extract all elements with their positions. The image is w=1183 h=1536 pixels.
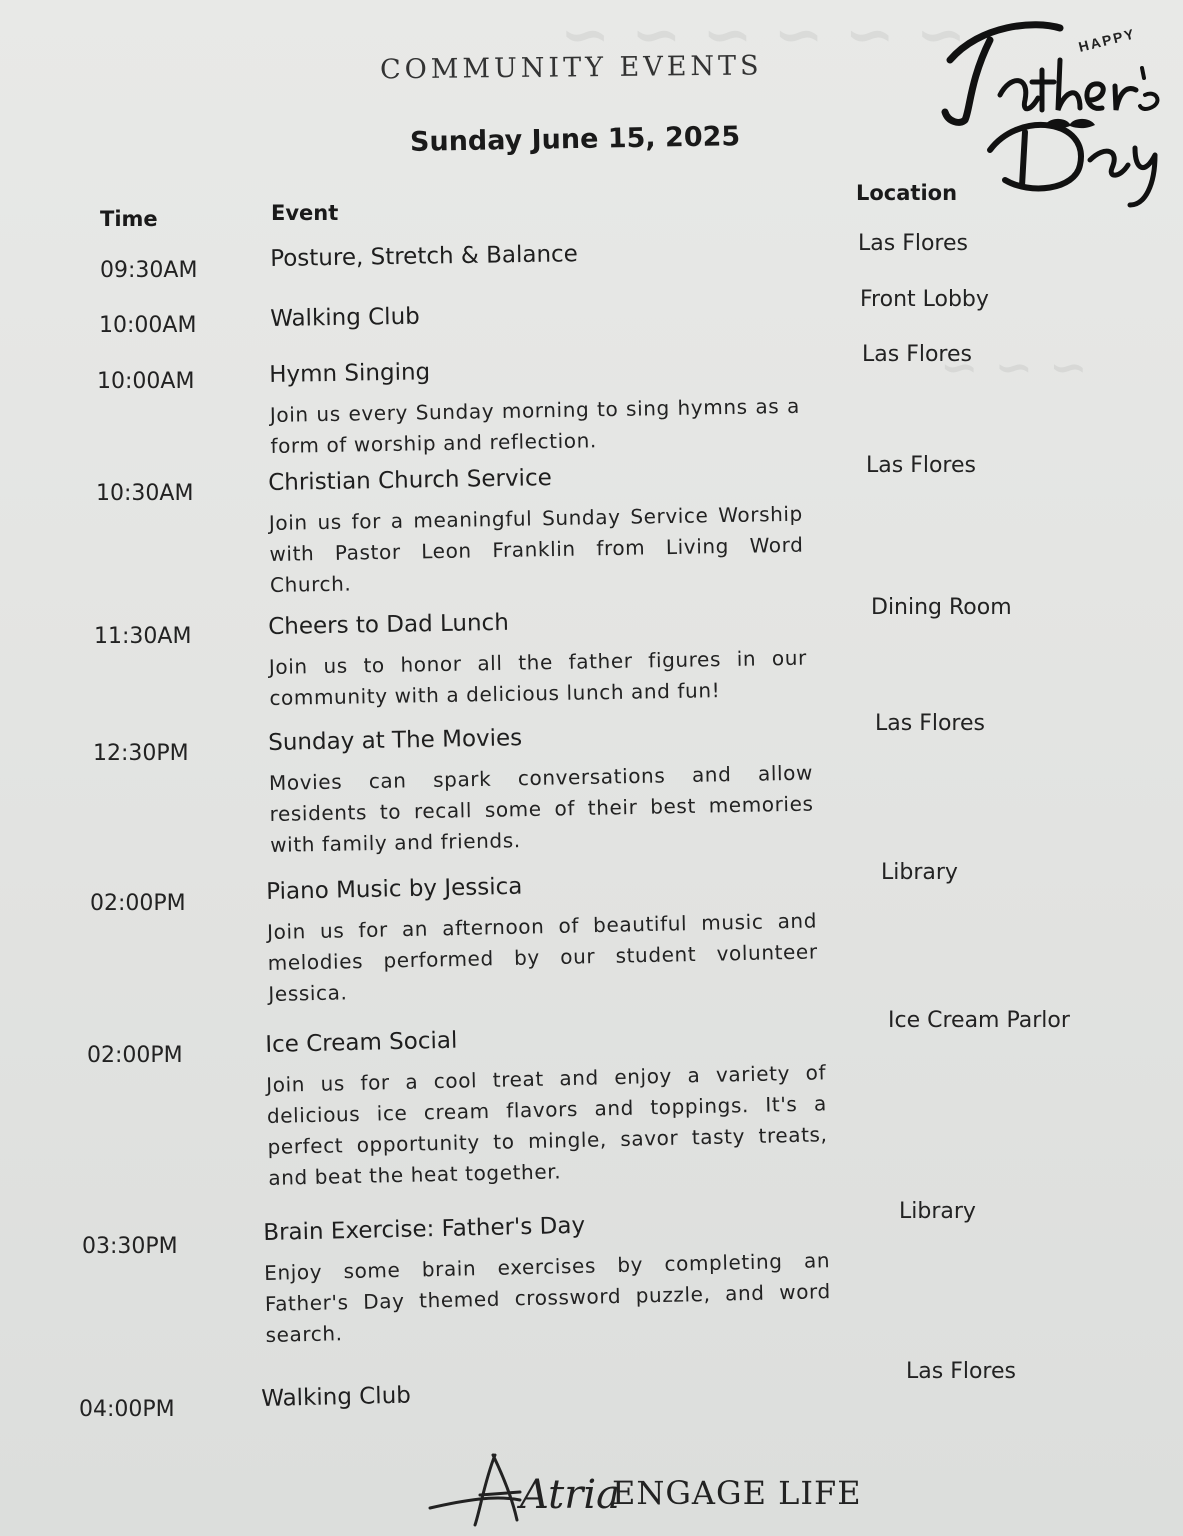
event-name: Walking Club <box>270 303 420 332</box>
engage-life-tagline: ENGAGE LIFE <box>612 1474 862 1512</box>
event-location: Ice Cream Parlor <box>888 1008 1070 1033</box>
event-date: Sunday June 15, 2025 <box>409 121 741 158</box>
atria-brand-text: Atria <box>520 1472 621 1518</box>
mustache-icon <box>1045 119 1095 128</box>
event-time: 03:30PM <box>82 1234 178 1259</box>
event-entry <box>265 1019 829 1194</box>
event-entry <box>270 297 831 344</box>
badge-happy-text: HAPPY <box>1076 25 1138 55</box>
event-description: Movies can spark conversations and allow residents to recall some of their best memories with family and friends. <box>268 760 814 857</box>
event-name: Brain Exercise: Father's Day <box>263 1212 586 1246</box>
bleed-through-text: ~ ~ ~ ~ ~ ~ <box>560 0 967 70</box>
time-column-header: Time <box>100 207 158 231</box>
event-entry <box>268 461 804 601</box>
event-location: Las Flores <box>858 231 968 256</box>
event-description: Join us for a meaningful Sunday Service Worship with Pastor Leon Franklin from Living Word Church. <box>268 501 804 597</box>
event-name: Sunday at The Movies <box>268 725 523 756</box>
event-entry <box>261 1373 822 1424</box>
event-description: Join us for an afternoon of beautiful music and melodies performed by our student volunteer Jessica. <box>266 908 818 1006</box>
event-time: 11:30AM <box>94 624 192 649</box>
event-name: Posture, Stretch & Balance <box>270 241 579 272</box>
event-description: Join us every Sunday morning to sing hymns as a form of worship and reflection. <box>269 393 801 458</box>
event-location: Las Flores <box>906 1359 1016 1384</box>
event-name: Piano Music by Jessica <box>266 873 523 905</box>
location-column-header: Location <box>856 181 958 205</box>
event-location: Las Flores <box>866 453 976 478</box>
event-location: Library <box>881 860 958 885</box>
event-entry <box>263 1207 832 1351</box>
event-description: Join us for a cool treat and enjoy a variety of delicious ice cream flavors and toppings. It's a perfect opportunity to mingle, savor tasty treats, and beat the heat together. <box>265 1060 828 1190</box>
event-description: Join us to honor all the father figures in our community with a delicious lunch and fun! <box>268 645 808 710</box>
event-entry <box>268 605 808 714</box>
fathers-day-badge <box>930 0 1183 215</box>
event-location: Dining Room <box>871 595 1012 620</box>
page-title: COMMUNITY EVENTS <box>379 50 763 86</box>
event-time: 10:30AM <box>96 481 194 506</box>
event-time: 09:30AM <box>100 258 198 283</box>
bleed-through-text: ~ ~ ~ <box>940 340 1088 394</box>
event-location: Front Lobby <box>860 287 989 312</box>
event-description: Enjoy some brain exercises by completing an Father's Day themed crossword puzzle, and word search. <box>263 1248 832 1347</box>
event-time: 02:00PM <box>90 891 186 916</box>
event-entry <box>266 867 819 1009</box>
event-name: Ice Cream Social <box>265 1027 458 1058</box>
event-time: 10:00AM <box>97 369 195 394</box>
event-time: 04:00PM <box>79 1397 175 1422</box>
event-name: Cheers to Dad Lunch <box>268 609 510 640</box>
event-name: Hymn Singing <box>269 359 431 388</box>
event-column-header: Event <box>271 201 339 225</box>
event-time: 12:30PM <box>93 741 189 766</box>
event-time: 10:00AM <box>99 313 197 338</box>
event-location: Library <box>899 1199 976 1224</box>
event-name: Christian Church Service <box>268 465 552 496</box>
event-time: 02:00PM <box>87 1043 183 1068</box>
event-entry <box>268 720 814 861</box>
event-location: Las Flores <box>862 342 972 367</box>
event-entry <box>270 237 831 284</box>
event-entry <box>269 353 801 462</box>
event-name: Walking Club <box>261 1382 412 1412</box>
event-location: Las Flores <box>875 711 985 736</box>
